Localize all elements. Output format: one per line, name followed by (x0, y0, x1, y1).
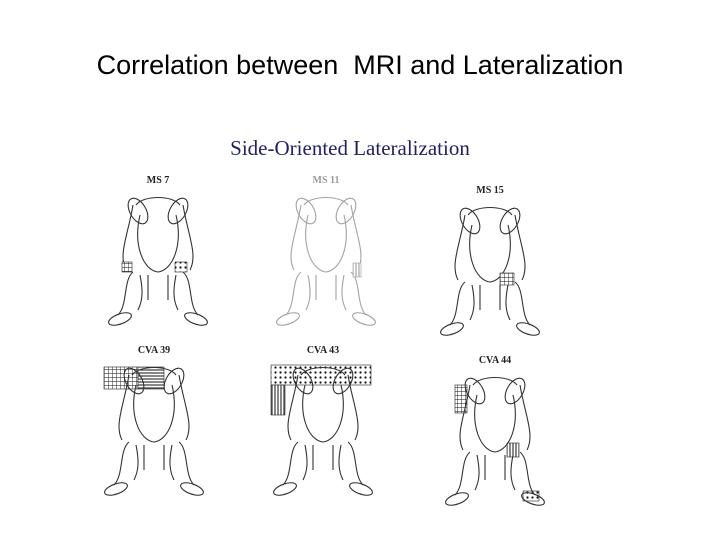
body-diagram-ms15 (420, 185, 560, 350)
body-outline (84, 345, 224, 510)
panel-label: MS 15 (476, 185, 504, 196)
panel-label: MS 7 (146, 175, 170, 186)
lesion-region (353, 263, 361, 277)
body-diagram-ms11 (256, 175, 396, 340)
panel-label: MS 11 (312, 175, 340, 186)
body-diagram-cva39 (84, 345, 224, 510)
body-outline (253, 345, 393, 510)
lesion-region (175, 262, 187, 272)
panel-label: CVA 43 (306, 345, 340, 356)
lesion-region (122, 262, 132, 272)
body-diagram-cva44 (425, 355, 565, 520)
body-outline (420, 185, 560, 350)
lesion-region (104, 367, 138, 389)
body-outline (425, 355, 565, 520)
panel-label: CVA 39 (137, 345, 171, 356)
lesion-region (271, 385, 285, 415)
figure-subtitle: Side-Oriented Lateralization (230, 136, 470, 160)
panel-label: CVA 44 (478, 355, 512, 366)
lesion-region (507, 443, 519, 457)
body-diagram-ms7 (88, 175, 228, 340)
body-diagram-cva43 (253, 345, 393, 510)
body-outline (88, 175, 228, 340)
lesion-region (500, 273, 514, 285)
slide-title: Correlation between MRI and Lateralization (96, 50, 624, 80)
body-outline (256, 175, 396, 340)
